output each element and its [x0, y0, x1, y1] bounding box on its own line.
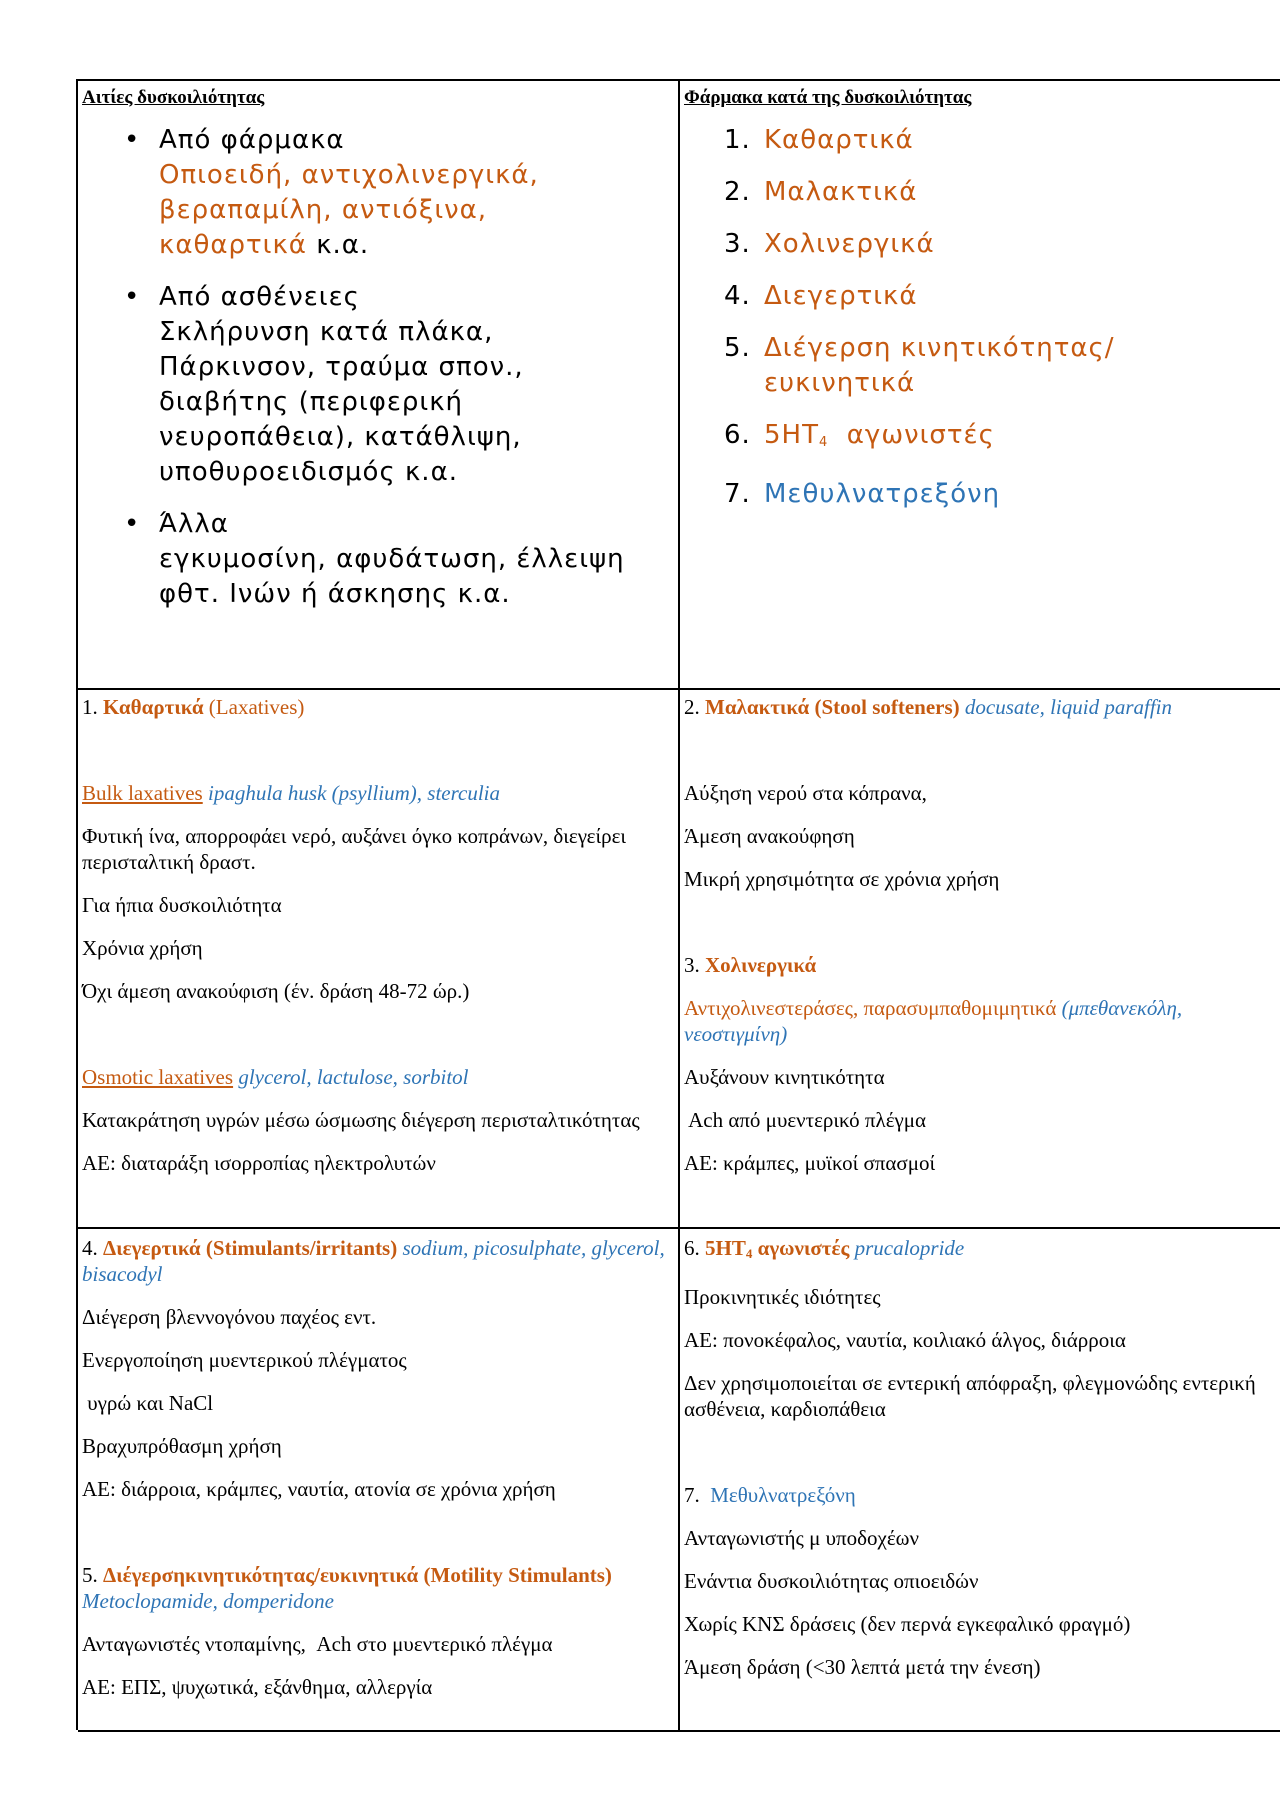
section-name: Μεθυλνατρεξόνη	[710, 1483, 856, 1507]
softeners-cell	[680, 690, 1280, 1229]
drug-name: Μεθυλνατρεξόνη	[764, 479, 1001, 509]
cholinergic-examples: (μπεθανεκόλη, νεοστιγμίνη)	[684, 996, 1183, 1046]
drug-name-post: αγωνιστές	[828, 420, 995, 450]
list-item	[684, 477, 1280, 512]
text-line: Ach από μυεντερικό πλέγμα	[684, 1108, 927, 1132]
drug-name: Διέγερση κινητικότητας/	[764, 333, 1115, 363]
text-line: Φυτική ίνα, απορροφάει νερό, αυξάνει όγκο κοπράνων, διεγείρει περισταλτική δραστ.	[82, 824, 627, 874]
spacer	[82, 737, 674, 780]
item-number: 4.	[724, 281, 751, 311]
cause-line: υποθυροειδισμός κ.α.	[159, 457, 458, 487]
item-number: 6.	[724, 420, 751, 450]
section-number: 1.	[82, 695, 98, 719]
section-examples: Metoclopamide, domperidone	[82, 1589, 334, 1613]
osmotic-examples: glycerol, lactulose, sorbitol	[233, 1065, 469, 1089]
section-name: Μαλακτικά (Stool softeners)	[705, 695, 960, 719]
cholinergic-desc: Αντιχολινεστεράσες, παρασυμπαθομιμητικά	[684, 996, 1062, 1020]
drug-name	[764, 420, 995, 450]
subsection-title	[82, 1064, 674, 1090]
text-line: υγρώ και NaCl	[82, 1391, 214, 1415]
list-item	[684, 331, 1280, 401]
drug-name: ευκινητικά	[764, 368, 916, 398]
drug-name: Χολινεργικά	[764, 229, 935, 259]
osmotic-label: Osmotic laxatives	[82, 1065, 234, 1089]
text-line: Χωρίς ΚΝΣ δράσεις (δεν περνά εγκεφαλικό φραγμό)	[684, 1612, 1131, 1636]
text-line: Αύξηση νερού στα κόπρανα,	[684, 781, 927, 805]
list-item	[82, 507, 674, 612]
drugs-cell	[680, 81, 1280, 690]
text-line: Ανταγωνιστές ντοπαμίνης, Ach στο μυεντερικό πλέγμα	[82, 1632, 553, 1656]
section-name-pre: 5HT	[705, 1236, 746, 1260]
ht4-cell	[680, 1229, 1280, 1732]
section-title	[82, 694, 674, 720]
item-number: 3.	[724, 229, 751, 259]
text-line: Άμεση ανακούφηση	[684, 824, 855, 848]
item-number: 2.	[724, 177, 751, 207]
section-examples: prucalopride	[849, 1236, 965, 1260]
cause-line: εγκυμοσίνη, αφυδάτωση, έλλειψη	[159, 544, 625, 574]
bullet-icon: •	[124, 282, 141, 312]
list-item	[684, 175, 1280, 210]
item-number: 5.	[724, 333, 751, 363]
bullet-icon: •	[124, 125, 141, 155]
section-number: 3.	[684, 953, 700, 977]
spacer	[82, 1021, 674, 1064]
cause-line: βεραπαμίλη, αντιόξινα,	[159, 195, 488, 225]
text-line: Χρόνια χρήση	[82, 936, 203, 960]
text-line: Προκινητικές ιδιότητες	[684, 1285, 881, 1309]
laxatives-cell	[78, 690, 680, 1229]
text-line: Για ήπια δυσκοιλιότητα	[82, 893, 282, 917]
section-title	[82, 1562, 674, 1614]
drug-name: Διεγερτικά	[764, 281, 918, 311]
drug-name-sub: 4	[818, 435, 829, 450]
bulk-examples: ipaghula husk (psyllium), sterculia	[202, 781, 501, 805]
section-title	[684, 694, 1280, 720]
bulk-label: Bulk laxatives	[82, 781, 203, 805]
text-line: Διέγερση βλεννογόνου παχέος εντ.	[82, 1305, 377, 1329]
drugs-list	[684, 123, 1280, 512]
section-number: 2.	[684, 695, 700, 719]
section-title	[684, 1482, 1280, 1508]
text-line: Όχι άμεση ανακούφιση (έν. δράση 48-72 ώρ.)	[82, 979, 470, 1003]
list-item	[684, 279, 1280, 314]
section-title	[684, 1235, 1280, 1267]
stimulants-cell	[78, 1229, 680, 1732]
bullet-icon: •	[124, 509, 141, 539]
cause-line: Οπιοειδή, αντιχολινεργικά,	[159, 160, 539, 190]
cause-line: νευροπάθεια), κατάθλιψη,	[159, 422, 522, 452]
cause-plain: κ.α.	[306, 230, 370, 260]
section-number: 4.	[82, 1236, 98, 1260]
section-number: 5.	[82, 1563, 98, 1587]
cause-title: Άλλα	[159, 509, 229, 539]
list-item	[82, 280, 674, 490]
cause-line: Πάρκινσον, τραύμα σπον.,	[159, 352, 524, 382]
subsection-title	[82, 780, 674, 806]
drug-name: Καθαρτικά	[764, 125, 914, 155]
text-line: Αυξάνουν κινητικότητα	[684, 1065, 885, 1089]
spacer	[82, 1519, 674, 1562]
section-name-post: αγωνιστές	[752, 1236, 850, 1260]
spacer	[684, 1439, 1280, 1482]
cause-colored: καθαρτικά	[159, 230, 307, 260]
section-name-sub: 4	[745, 1246, 753, 1261]
cause-line: διαβήτης (περιφερική	[159, 387, 464, 417]
cause-title: Από ασθένειες	[159, 282, 360, 312]
drug-name: Μαλακτικά	[764, 177, 918, 207]
spacer	[684, 737, 1280, 780]
text-line: Ενάντια δυσκοιλιότητας οπιοειδών	[684, 1569, 979, 1593]
text-line: Δεν χρησιμοποιείται σε εντερική απόφραξη, φλεγμονώδης εντερική ασθένεια, καρδιοπάθεια	[684, 1371, 1256, 1421]
cause-line: φθτ. Ινών ή άσκησης κ.α.	[159, 579, 511, 609]
cause-line: Σκλήρυνση κατά πλάκα,	[159, 317, 494, 347]
text-line: ΑΕ: διαταράξη ισορροπίας ηλεκτρολυτών	[82, 1151, 436, 1175]
text-line: Βραχυπρόθασμη χρήση	[82, 1434, 282, 1458]
text-line: Άμεση δράση (<30 λεπτά μετά την ένεση)	[684, 1655, 1041, 1679]
text-line: ΑΕ: ΕΠΣ, ψυχωτικά, εξάνθημα, αλλεργία	[82, 1675, 433, 1699]
causes-cell	[78, 81, 680, 690]
section-english: (Laxatives)	[203, 695, 305, 719]
section-title	[82, 1235, 674, 1287]
cause-line	[159, 228, 674, 263]
list-item	[684, 418, 1280, 460]
item-number: 1.	[724, 125, 751, 155]
section-desc	[684, 995, 1280, 1047]
cause-title: Από φάρμακα	[159, 125, 345, 155]
spacer	[684, 909, 1280, 952]
section-number: 6.	[684, 1236, 700, 1260]
text-line: ΑΕ: πονοκέφαλος, ναυτία, κοιλιακό άλγος, διάρροια	[684, 1328, 1126, 1352]
text-line: ΑΕ: διάρροια, κράμπες, ναυτία, ατονία σε χρόνια χρήση	[82, 1477, 556, 1501]
section-name: Χολινεργικά	[705, 953, 817, 977]
section-examples: docusate, liquid paraffin	[964, 695, 1172, 719]
drugs-header: Φάρμακα κατά της δυσκοιλιότητας	[684, 87, 972, 108]
section-name: Διεγερτικά (Stimulants/irritants)	[103, 1236, 398, 1260]
text-line: Κατακράτηση υγρών μέσω ώσμωσης διέγερση περισταλτικότητας	[82, 1108, 640, 1132]
text-line: ΑΕ: κράμπες, μυϊκοί σπασμοί	[684, 1151, 936, 1175]
section-number: 7.	[684, 1483, 700, 1507]
text-line: Ενεργοποίηση μυεντερικού πλέγματος	[82, 1348, 407, 1372]
section-title	[684, 952, 1280, 978]
section-name: Καθαρτικά	[103, 695, 204, 719]
section-examples: sodium, picosulphate, glycerol, bisacodyl	[82, 1236, 665, 1286]
list-item	[684, 123, 1280, 158]
item-number: 7.	[724, 479, 751, 509]
section-name	[705, 1236, 849, 1260]
list-item	[684, 227, 1280, 262]
causes-header: Αιτίες δυσκοιλιότητας	[82, 87, 265, 108]
text-line: Ανταγωνιστής μ υποδοχέων	[684, 1526, 919, 1550]
list-item	[82, 123, 674, 263]
drug-table	[76, 79, 1280, 1730]
causes-list	[82, 123, 674, 612]
section-name: Διέγερσηκινητικότητας/ευκινητικά (Motility Stimulants)	[103, 1563, 612, 1587]
text-line: Μικρή χρησιμότητα σε χρόνια χρήση	[684, 867, 1000, 891]
drug-name-pre: 5HT	[764, 420, 819, 450]
